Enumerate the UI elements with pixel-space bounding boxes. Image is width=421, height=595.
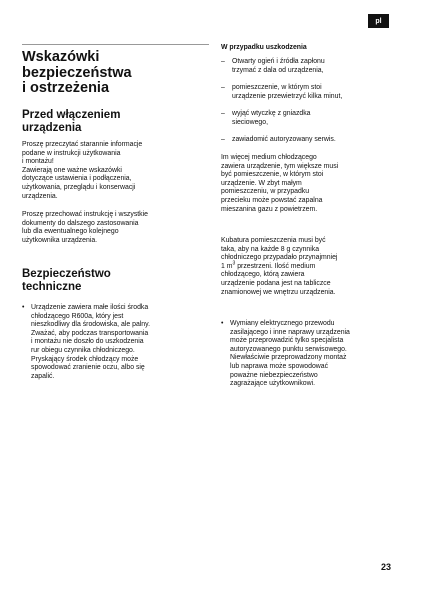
text-line: pomieszczeniu, w przypadku bbox=[221, 188, 310, 196]
text-line: autoryzowanego punktu serwisowego. bbox=[230, 345, 347, 353]
title-line: Wskazówki bbox=[22, 49, 100, 65]
bullet-symbol: • bbox=[22, 304, 25, 311]
text-line: lub dla ewentualnego kolejnego bbox=[22, 228, 119, 236]
title-line: bezpieczeństwa bbox=[22, 64, 132, 81]
language-tab: pl bbox=[368, 14, 389, 28]
bullet-text bbox=[230, 320, 390, 389]
text-line: mieszanina gazu z powietrzem. bbox=[221, 205, 318, 213]
room-size-paragraph bbox=[221, 154, 381, 214]
text-line: Wymiany elektrycznego przewodu bbox=[230, 320, 335, 327]
text-line: przecieku może powstać zapalna bbox=[221, 196, 323, 204]
text-line: użytkownika urządzenia. bbox=[22, 236, 98, 244]
text-line: urządzenie przewietrzyć kilka minut, bbox=[232, 92, 343, 100]
text-line: Urządzenie zawiera małe ilości środka bbox=[31, 304, 149, 311]
heading-line: Bezpieczeństwo bbox=[22, 268, 111, 280]
text-line: podane w instrukcji użytkowania bbox=[22, 149, 121, 157]
text-line: chłodzącego, którą zawiera bbox=[221, 271, 305, 279]
dash-symbol: – bbox=[221, 84, 225, 91]
page-title bbox=[22, 50, 132, 97]
text-line: Niewłaściwie przeprowadzony montaż bbox=[230, 354, 347, 362]
text-line: Pryskający środek chłodzący może bbox=[31, 355, 139, 363]
text-line: trzymać z dala od urządzenia, bbox=[232, 66, 324, 74]
heading-line: Przed włączeniem bbox=[22, 109, 121, 121]
text-line: może przeprowadzić tylko specjalista bbox=[230, 337, 344, 345]
title-line: i ostrzeżenia bbox=[22, 80, 110, 96]
dash-symbol: – bbox=[221, 110, 225, 117]
room-volume-paragraph bbox=[221, 237, 381, 297]
bullet-symbol: • bbox=[221, 320, 224, 327]
text-line: wyjąć wtyczkę z gniazdka bbox=[232, 110, 311, 117]
text-line: zapalić. bbox=[31, 372, 55, 380]
text-line: Proszę przechować instrukcję i wszystkie bbox=[22, 211, 148, 218]
text-line: znamionowej we wnętrzu urządzenia. bbox=[221, 288, 336, 296]
text-line: Otwarty ogień i źródła zapłonu bbox=[232, 58, 325, 65]
top-rule-divider bbox=[22, 44, 209, 45]
text-line: i montażu! bbox=[22, 158, 54, 166]
section-heading-before-use bbox=[22, 109, 120, 135]
text-line: pomieszczenie, w którym stoi bbox=[232, 84, 322, 91]
heading-line: techniczne bbox=[22, 281, 82, 293]
intro-paragraph bbox=[22, 141, 212, 201]
damage-heading: W przypadku uszkodzenia bbox=[221, 44, 307, 51]
text-line bbox=[221, 260, 316, 270]
text-line: Im więcej medium chłodzącego bbox=[221, 154, 317, 161]
text-line: chłodniczego przypadało przynajmniej bbox=[221, 254, 338, 262]
bullet-text bbox=[31, 304, 191, 381]
text-line: urządzenie podana jest na tabliczce bbox=[221, 279, 331, 287]
dash-symbol: – bbox=[221, 136, 225, 143]
text-line: dotyczące ustawienia i podłączenia, bbox=[22, 175, 132, 183]
text-line: użytkowania, przeglądu i konserwacji bbox=[22, 183, 136, 191]
keep-instructions-paragraph bbox=[22, 211, 212, 245]
text-line: poważne niebezpieczeństwo bbox=[230, 371, 318, 379]
text-line: urządzenie. W zbyt małym bbox=[221, 179, 302, 187]
text-line: zawiera urządzenie, tym większe musi bbox=[221, 162, 339, 170]
volume-value: 1 m bbox=[221, 262, 233, 270]
text-line: Zawierają one ważne wskazówki bbox=[22, 166, 122, 174]
text-line: i montażu nie doszło do uszkodzenia bbox=[31, 338, 144, 346]
text-line: chłodzącego R600a, który jest bbox=[31, 312, 124, 320]
text-line: rur obiegu czynnika chłodniczego. bbox=[31, 346, 135, 354]
dash-symbol: – bbox=[221, 58, 225, 65]
page-number: 23 bbox=[381, 562, 392, 572]
text-line: zawiadomić autoryzowany serwis. bbox=[232, 136, 336, 143]
text-line: zagrażające użytkownikowi. bbox=[230, 380, 316, 388]
text-line: Proszę przeczytać starannie informacje bbox=[22, 141, 143, 148]
text-fragment: przestrzeni. Ilość medium bbox=[235, 262, 316, 270]
text-line: być pomieszczenie, w którym stoi bbox=[221, 171, 324, 179]
text-line: urządzenia. bbox=[22, 192, 58, 200]
text-line: taka, aby na każde 8 g czynnika bbox=[221, 245, 320, 253]
text-line: sieciowego, bbox=[232, 118, 269, 126]
text-line: Zważać, aby podczas transportowania bbox=[31, 329, 149, 337]
section-heading-technical-safety bbox=[22, 268, 111, 294]
text-line: zasilającego i inne naprawy urządzenia bbox=[230, 328, 350, 336]
text-line: lub naprawa może spowodować bbox=[230, 362, 329, 370]
text-line: nieszkodliwy dla środowiska, ale palny. bbox=[31, 321, 150, 329]
superscript: 3 bbox=[232, 260, 236, 267]
text-line: spowodować zranienie oczu, albo się bbox=[31, 364, 145, 372]
text-line: dokumenty do dalszego zastosowania bbox=[22, 219, 139, 227]
text-line: Kubatura pomieszczenia musi być bbox=[221, 237, 326, 244]
heading-line: urządzenia bbox=[22, 122, 82, 134]
